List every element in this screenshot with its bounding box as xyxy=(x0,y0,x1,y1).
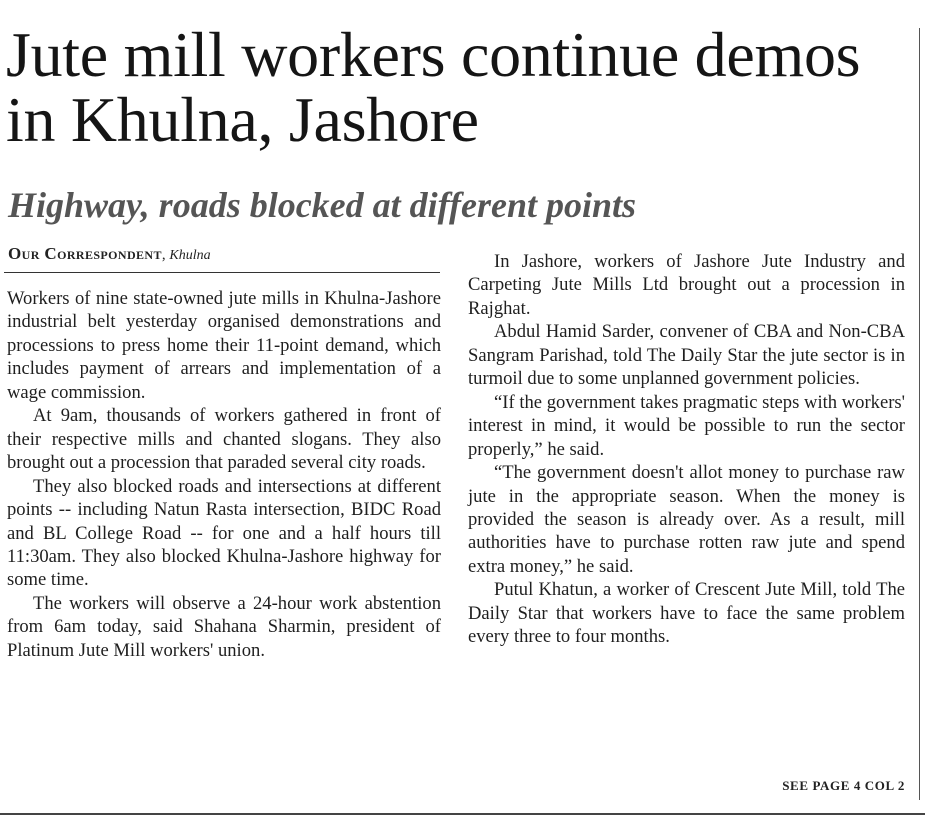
paragraph: In Jashore, workers of Jashore Jute Industry and Carpeting Jute Mills Ltd brought out a procession in Rajghat. xyxy=(468,251,905,319)
byline-author: Our Correspondent xyxy=(8,244,162,263)
column-rule-right xyxy=(919,28,920,800)
byline xyxy=(8,245,211,265)
byline-location: Khulna xyxy=(169,248,211,263)
paragraph: The workers will observe a 24-hour work abstention from 6am today, said Shahana Sharmin, president of Platinum Jute Mill workers' union. xyxy=(7,592,441,661)
paragraph: “If the government takes pragmatic steps with workers' interest in mind, it would be possible to run the sector properly,” he said. xyxy=(468,391,905,460)
paragraph: “The government doesn't allot money to purchase raw jute in the appropriate season. When the money is provided the season is already over. As a result, mill authorities have to purchase rotten raw jute and spend extra money,” he said. xyxy=(468,462,905,577)
headline: Jute mill workers continue demos in Khulna, Jashore xyxy=(6,19,861,155)
article-column-right xyxy=(468,250,905,649)
paragraph: Putul Khatun, a worker of Crescent Jute Mill, told The Daily Star that workers have to face the same problem every three to four months. xyxy=(468,579,905,648)
paragraph: Abdul Hamid Sarder, convener of CBA and Non-CBA Sangram Parishad, told The Daily Star the jute sector is in turmoil due to some unplanned government policies. xyxy=(468,321,905,390)
paragraph: At 9am, thousands of workers gathered in front of their respective mills and chanted slogans. They also brought out a procession that paraded several city roads. xyxy=(7,405,441,474)
subheadline: Highway, roads blocked at different points xyxy=(8,185,637,225)
article-column-left xyxy=(7,287,441,662)
paragraph: They also blocked roads and intersections at different points -- including Natun Rasta intersection, BIDC Road and BL College Road -- for one and a half hours till 11:30am. They also blocked Khulna-Jashore highway for some time. xyxy=(7,475,441,591)
byline-separator: , xyxy=(161,247,170,263)
continuation-note: SEE PAGE 4 COL 2 xyxy=(782,778,905,793)
paragraph: Workers of nine state-owned jute mills in Khulna-Jashore industrial belt yesterday organised demonstrations and processions to press home their 11-point demand, which includes payment of arrears and implementation of a wage commission. xyxy=(7,288,441,403)
byline-divider xyxy=(4,272,440,273)
bottom-rule xyxy=(0,813,925,815)
